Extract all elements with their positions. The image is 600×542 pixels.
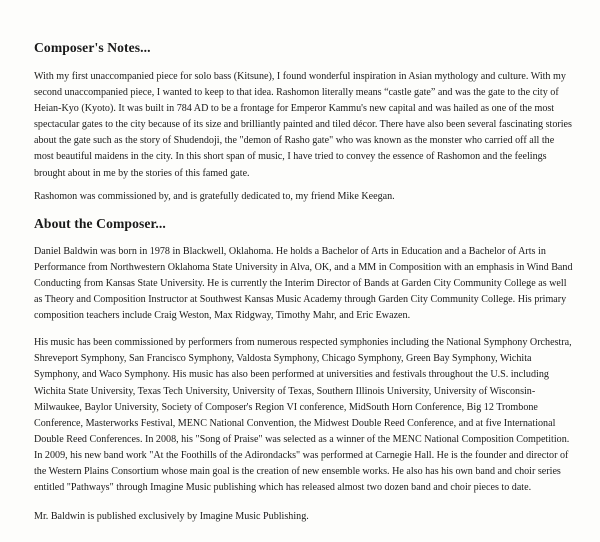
biography-paragraph: Daniel Baldwin was born in 1978 in Blackwell, Oklahoma. He holds a Bachelor of Arts in Education and a Bachelor of Arts in Performance from Northwestern Oklahoma State University in Alva, OK, and a MM in Composition with an emphasis in Wind Band Conducting from Kansas State University. He is currently the Interim Director of Bands at Garden City Community College as well as Theory and Composition Instructor at Southwest Kansas Music Academy through Garden City Community College. His primary composition teachers include Craig Weston, Max Ridgway, Timothy Mahr, and Eric Ewazen. xyxy=(34,245,573,322)
performances-paragraph: His music has been commissioned by performers from numerous respected symphonies including the National Symphony Orchestra, Shreveport Symphony, San Francisco Symphony, Valdosta Symphony, Chicago Symphony, Green Bay Symphony, Wichita Symphony, and Waco Symphony. His music has also been performed at universities and festivals throughout the U.S. including Wichita State University, Texas Tech University, University of Texas, Southern Illinois University, University of Wisconsin-Milwaukee, Baylor University, Society of Composer's Region VI conference, MidSouth Horn Conference, Big 12 Trombone Conference, Masterworks Festival, MENC National Convention, the Midwest Double Reed Conference, and at five International Double Reed Conferences. In 2008, his "Song of Praise" was selected as a winner of the MENC National Composition Competition. In 2009, his new band work "At the Foothills of the Adirondacks" was performed at Carnegie Hall. He is the founder and director of the Western Plains Consortium whose main goal is the creation of new ensemble works. He also has his own band and choir series entitled "Pathways" through Imagine Music publishing which has released almost two dozen band and choir pieces to date. xyxy=(34,337,572,494)
publisher-paragraph: Mr. Baldwin is published exclusively by Imagine Music Publishing. xyxy=(34,511,309,523)
dedication-paragraph: Rashomon was commissioned by, and is gratefully dedicated to, my friend Mike Keegan. xyxy=(34,190,395,202)
composers-notes-heading: Composer's Notes... xyxy=(34,40,151,55)
composers-notes-paragraph: With my first unaccompanied piece for solo bass (Kitsune), I found wonderful inspiration in Asian mythology and culture. With my second unaccompanied piece, I wanted to keep to that idea. Rashomon literally means “castle gate” and was the gate to the city of Heian-Kyo (Kyoto). It was built in 784 AD to be a frontage for Emperor Kammu's new capital and was hailed as one of the most spectacular gates to the city because of its size and brilliantly painted and tiled décor. There have also been several fascinating stories about the gate such as the story of Shudendoji, the "demon of Rasho gate" who was known as the monster who carried off all the most beautiful maidens in the city. In this short span of music, I have tried to convey the essence of Rashomon and the feelings brought about in me by the stories of this famed gate. xyxy=(34,71,572,179)
about-composer-heading: About the Composer... xyxy=(34,215,166,231)
